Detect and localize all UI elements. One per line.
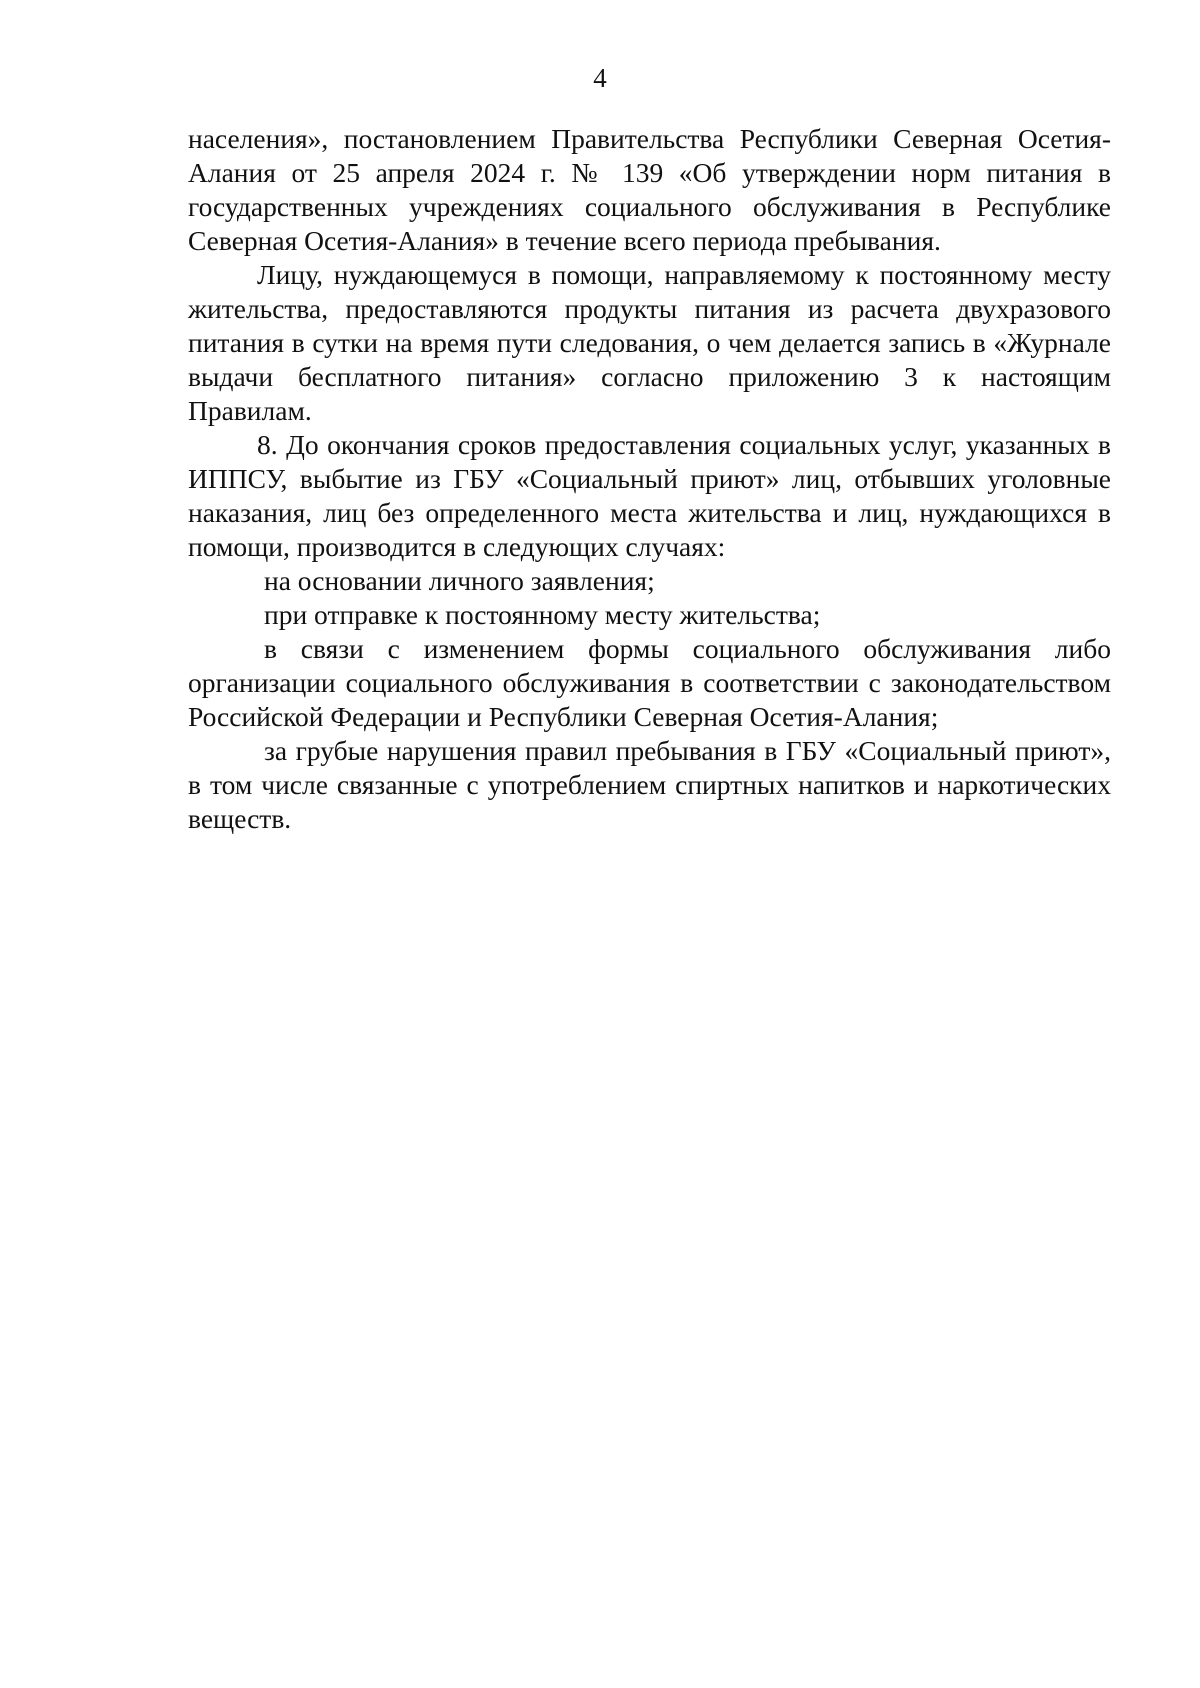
case-item: при отправке к постоянному месту жительства; [264,599,821,630]
paragraph-item-8: 8. До окончания сроков предоставления социальных услуг, указанных в ИППСУ, выбытие из ГБУ «Социальный приют» лиц, отбывших уголовные наказания, лиц без определенного места жительства и лиц, нуждающихся в помощи, производится в следующих случаях: [188,429,1111,562]
paragraph-continuation: населения», постановлением Правительства Республики Северная Осетия-Алания от 25 апреля 2024 г. № 139 «Об утверждении норм питания в государственных учреждениях социального обслуживания в Республике Северная Осетия-Алания» в течение всего периода пребывания. [188,123,1111,256]
case-item: за грубые нарушения правил пребывания в ГБУ «Социальный приют», в том числе связанные с употреблением спиртных напитков и наркотических веществ. [188,735,1111,834]
paragraph-food-provision: Лицу, нуждающемуся в помощи, направляемому к постоянному месту жительства, предоставляются продукты питания из расчета двухразового питания в сутки на время пути следования, о чем делается запись в «Журнале выдачи бесплатного питания» согласно приложению 3 к настоящим Правилам. [188,259,1111,426]
case-item: на основании личного заявления; [264,565,655,596]
document-body [188,122,1111,836]
page-number: 4 [593,63,607,93]
case-item: в связи с изменением формы социального обслуживания либо организации социального обслуживания в соответствии с законодательством Российской Федерации и Республики Северная Осетия-Алания; [188,633,1111,732]
